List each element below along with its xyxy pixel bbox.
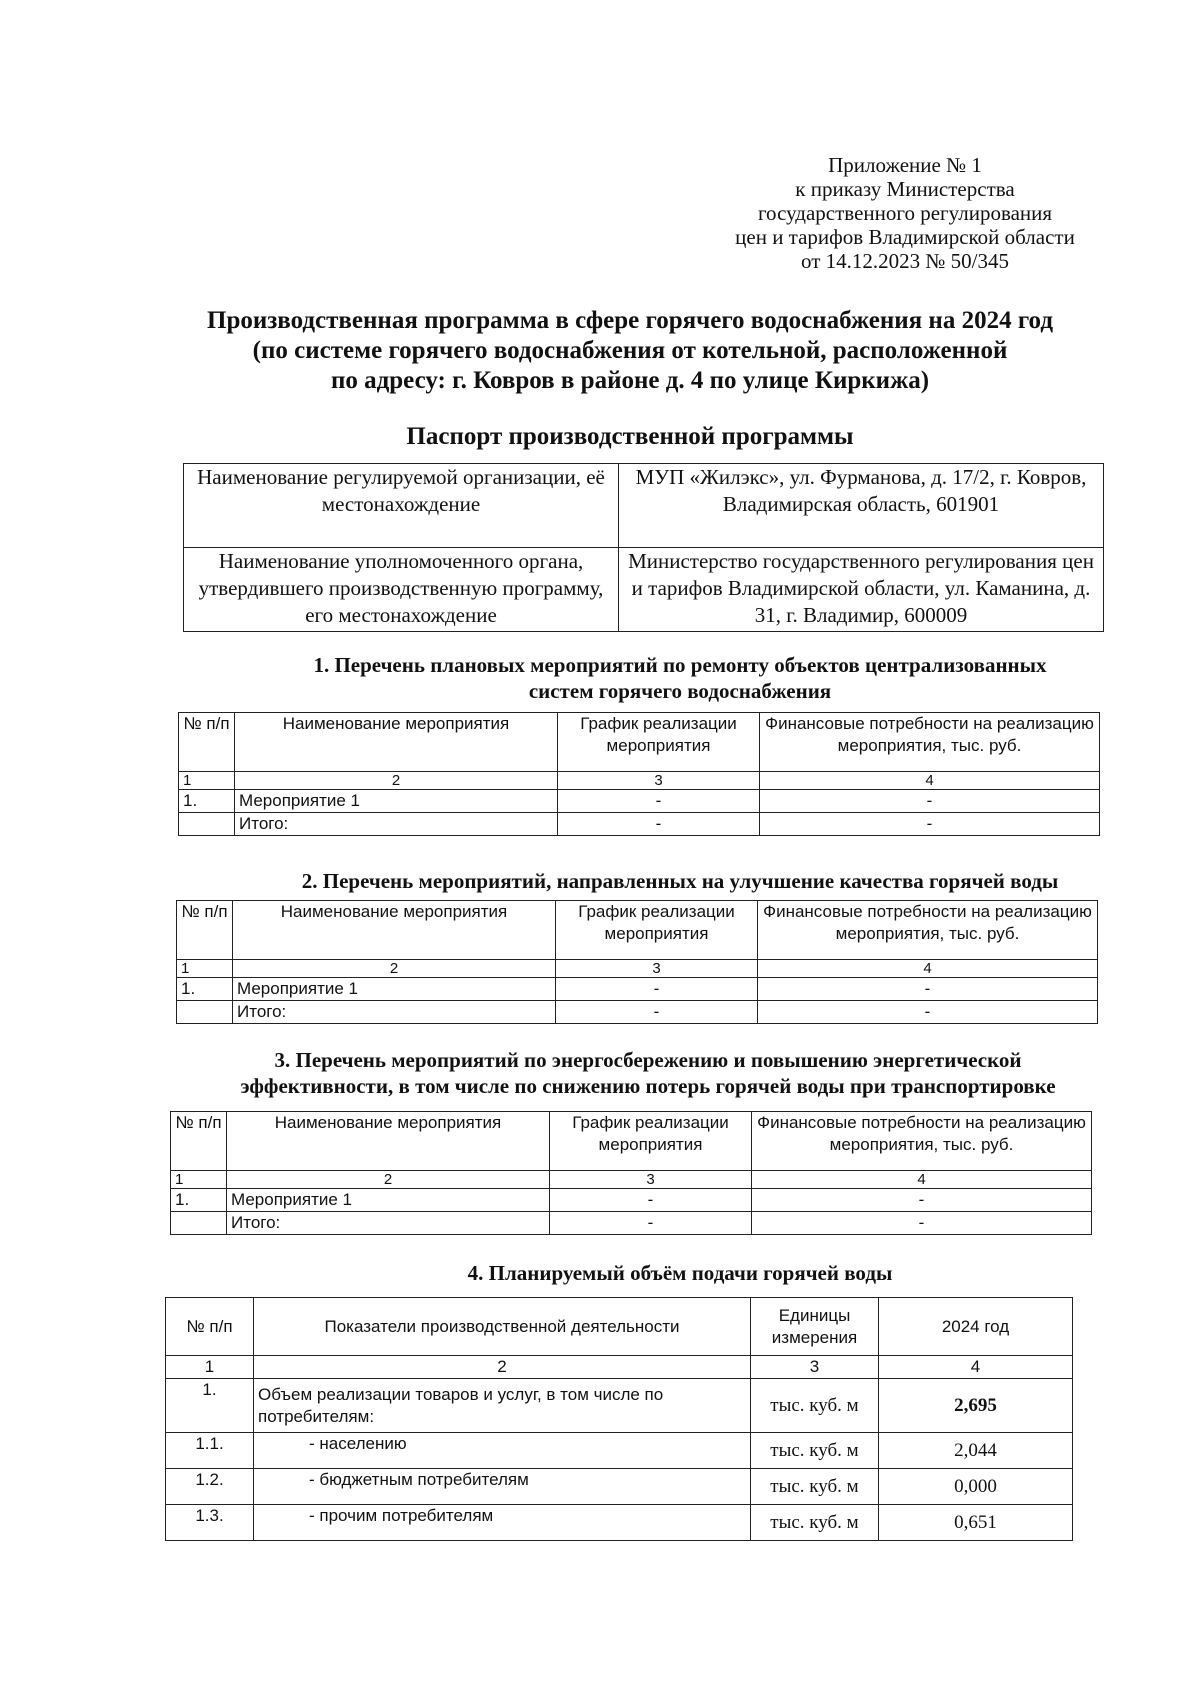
section1-table (178, 712, 1100, 836)
row-finance: - (760, 790, 1100, 813)
table-row (179, 790, 1100, 813)
index-cell: 2 (254, 1356, 751, 1379)
index-cell: 1 (177, 960, 233, 978)
row-finance: - (752, 1189, 1092, 1212)
title-line: по адресу: г. Ковров в районе д. 4 по улице Киркижа) (330, 367, 930, 394)
total-schedule: - (550, 1212, 752, 1235)
table-index-row (171, 1171, 1092, 1189)
table-index-row (179, 772, 1100, 790)
header-schedule: График реализации мероприятия (558, 713, 760, 772)
index-cell: 1 (171, 1171, 227, 1189)
header-event: Наименование мероприятия (227, 1112, 550, 1171)
row-finance: - (758, 978, 1098, 1001)
passport-label: Наименование уполномоченного органа, утвердившего производственную программу, его местонахождение (184, 548, 619, 632)
row-value: 0,651 (879, 1505, 1073, 1541)
appendix-line: Приложение № 1 (828, 153, 982, 177)
row-name: Мероприятие 1 (233, 978, 556, 1001)
row-name: - бюджетным потребителям (254, 1469, 751, 1505)
index-cell: 4 (879, 1356, 1073, 1379)
row-num: 1.1. (166, 1433, 254, 1469)
header-num: № п/п (166, 1298, 254, 1356)
header-year: 2024 год (879, 1298, 1073, 1356)
section-title-line: 4. Планируемый объём подачи горячей воды (467, 1261, 893, 1285)
table-header-row (179, 713, 1100, 772)
index-cell: 2 (227, 1171, 550, 1189)
row-num: 1. (171, 1189, 227, 1212)
row-unit: тыс. куб. м (751, 1505, 879, 1541)
table-total-row (179, 813, 1100, 836)
total-label: Итого: (233, 1001, 556, 1024)
header-finance: Финансовые потребности на реализацию мероприятия, тыс. руб. (758, 901, 1098, 960)
header-finance: Финансовые потребности на реализацию мероприятия, тыс. руб. (760, 713, 1100, 772)
index-cell: 2 (235, 772, 558, 790)
row-schedule: - (556, 978, 758, 1001)
header-num: № п/п (177, 901, 233, 960)
row-name: - прочим потребителям (254, 1505, 751, 1541)
total-label: Итого: (235, 813, 558, 836)
header-num: № п/п (179, 713, 235, 772)
row-schedule: - (550, 1189, 752, 1212)
header-event: Наименование мероприятия (235, 713, 558, 772)
passport-row (184, 464, 1104, 548)
section4-title (200, 1260, 1160, 1286)
section3-title (148, 1047, 1148, 1099)
row-value: 0,000 (879, 1469, 1073, 1505)
table-row (166, 1379, 1073, 1433)
table-header-row (177, 901, 1098, 960)
header-event: Наименование мероприятия (233, 901, 556, 960)
header-schedule: График реализации мероприятия (550, 1112, 752, 1171)
total-label: Итого: (227, 1212, 550, 1235)
row-unit: тыс. куб. м (751, 1469, 879, 1505)
row-num (179, 813, 235, 836)
index-cell: 2 (233, 960, 556, 978)
table-index-row (166, 1356, 1073, 1379)
index-cell: 4 (758, 960, 1098, 978)
row-unit: тыс. куб. м (751, 1379, 879, 1433)
appendix-header (690, 153, 1120, 273)
row-name: Мероприятие 1 (235, 790, 558, 813)
passport-table (183, 463, 1104, 632)
header-unit: Единицы измерения (751, 1298, 879, 1356)
table-row (177, 978, 1098, 1001)
row-name: Мероприятие 1 (227, 1189, 550, 1212)
table-header-row (171, 1112, 1092, 1171)
table-row (166, 1469, 1073, 1505)
section1-title (200, 652, 1160, 704)
row-value: 2,695 (879, 1379, 1073, 1433)
index-cell: 4 (760, 772, 1100, 790)
row-num: 1.2. (166, 1469, 254, 1505)
section3-table (170, 1111, 1092, 1235)
index-cell: 1 (179, 772, 235, 790)
row-num: 1. (166, 1379, 254, 1433)
index-cell: 1 (166, 1356, 254, 1379)
section2-table (176, 900, 1098, 1024)
table-row (166, 1505, 1073, 1541)
index-cell: 4 (752, 1171, 1092, 1189)
document-title (150, 306, 1110, 396)
passport-label: Наименование регулируемой организации, её местонахождение (184, 464, 619, 548)
section-title-line: 2. Перечень мероприятий, направленных на улучшение качества горячей воды (301, 869, 1059, 893)
passport-heading: Паспорт производственной программы (406, 423, 854, 450)
section-title-line: эффективности, в том числе по снижению потерь горячей воды при транспортировке (240, 1074, 1056, 1098)
table-index-row (177, 960, 1098, 978)
passport-value: МУП «Жилэкс», ул. Фурманова, д. 17/2, г. Ковров, Владимирская область, 601901 (619, 464, 1104, 548)
header-schedule: График реализации мероприятия (556, 901, 758, 960)
total-schedule: - (558, 813, 760, 836)
row-num: 1. (179, 790, 235, 813)
title-line: (по системе горячего водоснабжения от котельной, расположенной (252, 337, 1008, 364)
total-finance: - (758, 1001, 1098, 1024)
row-unit: тыс. куб. м (751, 1433, 879, 1469)
table-total-row (171, 1212, 1092, 1235)
section-title-line: 3. Перечень мероприятий по энергосбережению и повышению энергетической (274, 1048, 1022, 1072)
index-cell: 3 (751, 1356, 879, 1379)
row-name: - населению (254, 1433, 751, 1469)
index-cell: 3 (550, 1171, 752, 1189)
row-name: Объем реализации товаров и услуг, в том числе по потребителям: (254, 1379, 751, 1433)
appendix-line: государственного регулирования (757, 201, 1053, 225)
total-finance: - (752, 1212, 1092, 1235)
header-finance: Финансовые потребности на реализацию мероприятия, тыс. руб. (752, 1112, 1092, 1171)
section4-table (165, 1297, 1073, 1541)
total-finance: - (760, 813, 1100, 836)
row-num (171, 1212, 227, 1235)
index-cell: 3 (558, 772, 760, 790)
section2-title (200, 868, 1160, 894)
appendix-line: от 14.12.2023 № 50/345 (800, 249, 1010, 273)
total-schedule: - (556, 1001, 758, 1024)
section-title-line: систем горячего водоснабжения (528, 679, 832, 703)
table-row (166, 1433, 1073, 1469)
passport-row (184, 548, 1104, 632)
appendix-line: к приказу Министерства (795, 177, 1015, 201)
row-num (177, 1001, 233, 1024)
row-value: 2,044 (879, 1433, 1073, 1469)
row-num: 1.3. (166, 1505, 254, 1541)
row-num: 1. (177, 978, 233, 1001)
table-total-row (177, 1001, 1098, 1024)
table-row (171, 1189, 1092, 1212)
table-header-row (166, 1298, 1073, 1356)
row-schedule: - (558, 790, 760, 813)
passport-value: Министерство государственного регулирования цен и тарифов Владимирской области, ул. Каманина, д. 31, г. Владимир, 600009 (619, 548, 1104, 632)
title-line: Производственная программа в сфере горячего водоснабжения на 2024 год (207, 307, 1053, 334)
header-num: № п/п (171, 1112, 227, 1171)
index-cell: 3 (556, 960, 758, 978)
header-indicator: Показатели производственной деятельности (254, 1298, 751, 1356)
appendix-line: цен и тарифов Владимирской области (735, 225, 1075, 249)
section-title-line: 1. Перечень плановых мероприятий по ремонту объектов централизованных (313, 653, 1047, 677)
